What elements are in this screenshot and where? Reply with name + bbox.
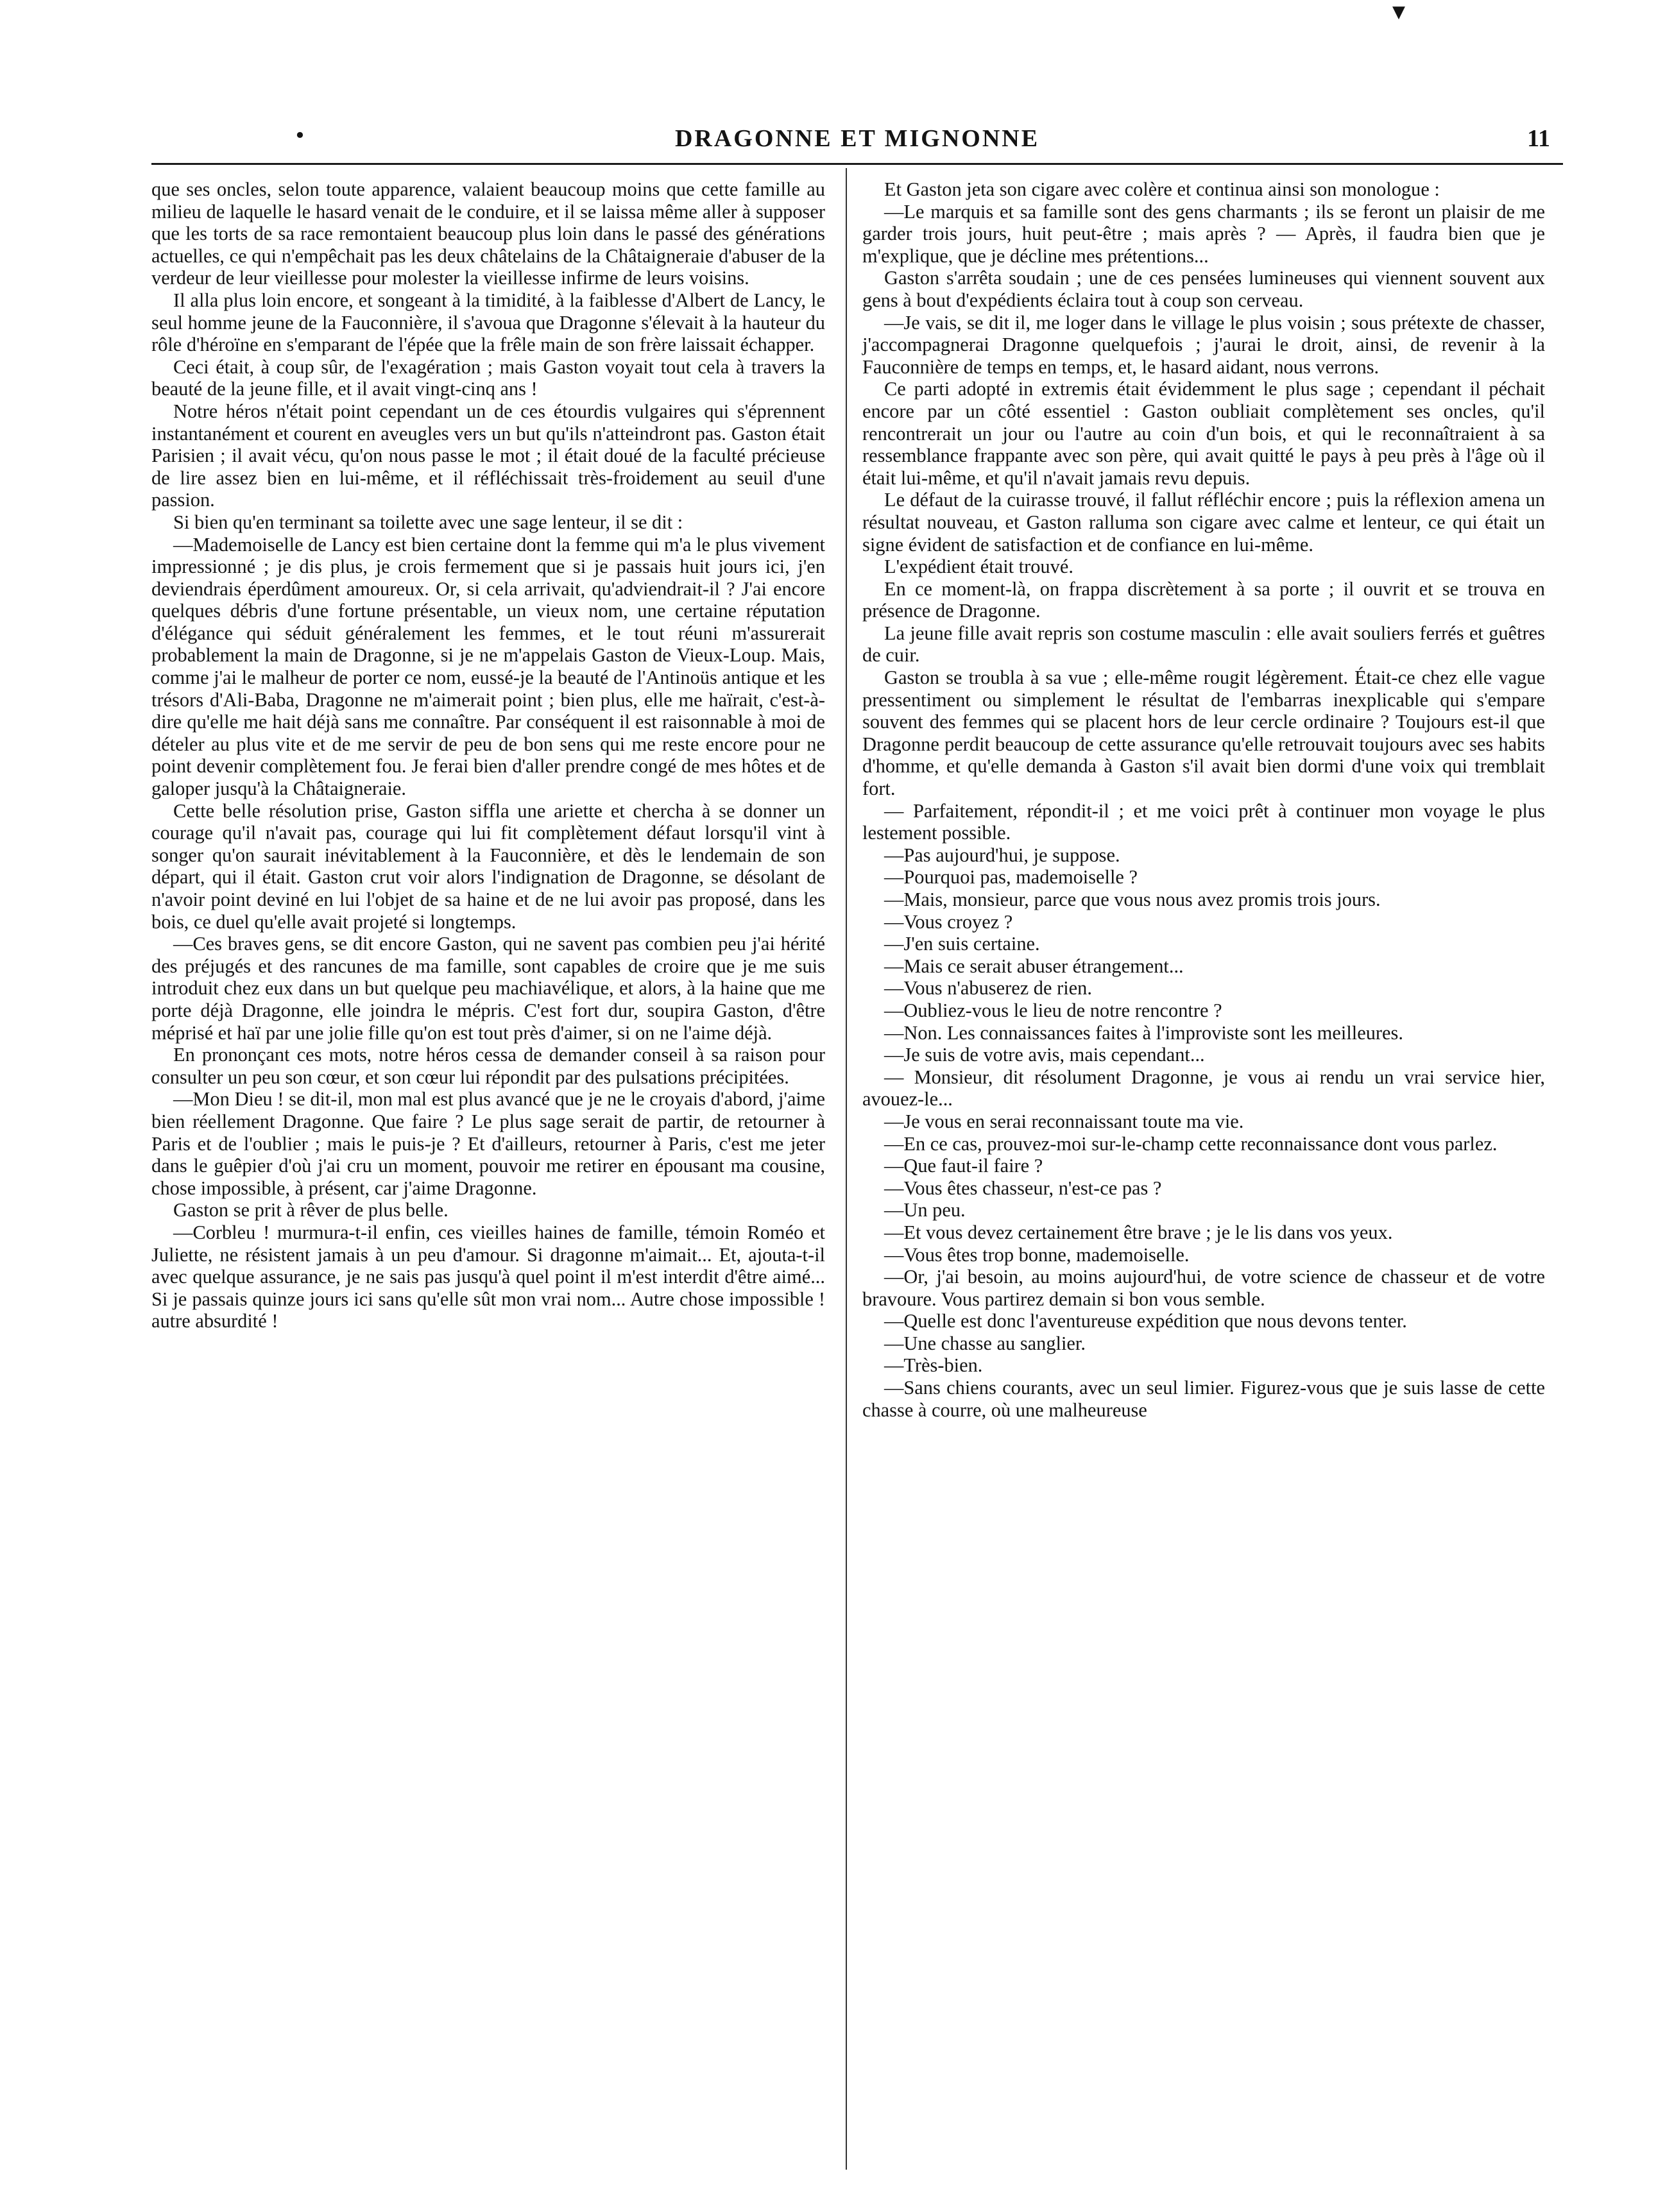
right-paragraph: La jeune fille avait repris son costume masculin : elle avait souliers ferrés et guêtres de cuir. [862,622,1545,667]
right-paragraph: —Et vous devez certainement être brave ; je le lis dans vos yeux. [884,1221,1393,1243]
right-paragraph: —Quelle est donc l'aventureuse expédition que nous devons tenter. [884,1310,1407,1332]
left-paragraph: En prononçant ces mots, notre héros cessa de demander conseil à sa raison pour consulter un peu son cœur, et son cœur lui répondit par des pulsations précipitées. [151,1044,825,1088]
left-paragraph: Notre héros n'était point cependant un de ces étourdis vulgaires qui s'éprennent instantanément et courent en aveugles vers un but qu'ils n'atteindront pas. Gaston était Parisien ; il avait vécu, qu'on nous passe le mot ; il était doué de la faculté précieuse de lire assez bien en lui-même, et il réfléchissait très-froidement au seuil d'une passion. [151,400,825,511]
header-title: DRAGONNE ET MIGNONNE [674,125,1040,152]
left-paragraph: —Ces braves gens, se dit encore Gaston, qui ne savent pas combien peu j'ai hérité des préjugés et des rancunes de ma famille, sont capables de croire que je me suis introduit chez eux dans un but quelque peu machiavélique, et alors, à la haine que me porte déjà Dragonne, elle joindra le mépris. C'est fort dur, soupira Gaston, d'être méprisé et haï par une jolie fille qu'on est tout près d'aimer, si on ne l'aime déjà. [151,933,825,1044]
right-paragraph: —Oubliez-vous le lieu de notre rencontre ? [884,999,1222,1021]
column-divider [846,168,847,2170]
top-edge-mark: ▼ [1392,3,1405,22]
right-paragraph: —J'en suis certaine. [884,933,1040,955]
right-paragraph: Et Gaston jeta son cigare avec colère et continua ainsi son monologue : [884,178,1440,200]
left-column [151,178,825,1332]
right-paragraph: —Vous êtes chasseur, n'est-ce pas ? [884,1177,1162,1199]
right-paragraph: —Que faut-il faire ? [884,1155,1043,1177]
page-number: 11 [1527,125,1550,152]
right-paragraph: —Pourquoi pas, mademoiselle ? [884,866,1138,889]
left-paragraph: Gaston se prit à rêver de plus belle. [173,1199,448,1221]
right-paragraph: —Sans chiens courants, avec un seul limier. Figurez-vous que je suis lasse de cette chasse à courre, où une malheureuse [862,1377,1545,1421]
left-paragraph: —Corbleu ! murmura-t-il enfin, ces vieilles haines de famille, témoin Roméo et Juliette, ne résistent jamais à un peu d'amour. Si dragonne m'aimait... Et, ajouta-t-il avec quelque assurance, je ne sais pas jusqu'à quel point il m'est interdit d'être aimé... Si je passais quinze jours ici sans qu'elle sût mon vrai nom... Autre chose impossible ! autre absurdité ! [151,1221,825,1332]
right-paragraph: —Un peu. [884,1199,966,1221]
right-paragraph: En ce moment-là, on frappa discrètement à sa porte ; il ouvrit et se trouva en présence de Dragonne. [862,577,1545,622]
right-paragraph: —Très-bien. [884,1354,983,1377]
right-paragraph: —Mais, monsieur, parce que vous nous avez promis trois jours. [884,889,1381,910]
right-paragraph: L'expédient était trouvé. [884,556,1073,578]
left-paragraph: Il alla plus loin encore, et songeant à la timidité, à la faiblesse d'Albert de Lancy, le seul homme jeune de la Fauconnière, il s'avoua que Dragonne s'élevait à la hauteur du rôle d'héroïne en s'emparant de l'épée que la frêle main de son frère laissait échapper. [151,289,825,356]
running-header [151,122,1563,160]
right-paragraph: —Je vais, se dit il, me loger dans le village le plus voisin ; sous prétexte de chasser, j'accompagnerai Dragonne quelquefois ; j'aurai le droit, ainsi, de revenir à la Fauconnière de temps en temps, et, le hasard aidant, nous verrons. [862,311,1545,378]
right-paragraph: —Une chasse au sanglier. [884,1332,1086,1354]
right-paragraph: —Vous êtes trop bonne, mademoiselle. [884,1243,1190,1266]
header-rule [151,163,1563,165]
right-paragraph: —Vous croyez ? [884,910,1013,933]
right-paragraph: —Or, j'ai besoin, au moins aujourd'hui, de votre science de chasseur et de votre bravoure. Vous partirez demain si bon vous semble. [862,1266,1545,1310]
right-paragraph: —Je vous en serai reconnaissant toute ma vie. [884,1110,1244,1132]
left-paragraph: Cette belle résolution prise, Gaston siffla une ariette et chercha à se donner un courage qu'il n'avait pas, courage qui lui fit complètement défaut lorsqu'il vint à songer qu'on saurait inévitablement à la Fauconnière, et dès le lendemain de son départ, qui il était. Gaston crut voir alors l'indignation de Dragonne, se désolant de n'avoir point deviné en lui l'objet de sa haine et de ne lui avoir pas proposé, dans les bois, ce duel qu'elle avait projeté si longtemps. [151,799,825,933]
left-paragraph: —Mademoiselle de Lancy est bien certaine dont la femme qui m'a le plus vivement impressionné ; je dis plus, je crois fermement que si je passais huit jours ici, j'en deviendrais éperdûment amoureux. Or, si cela arrivait, qu'adviendrait-il ? J'ai encore quelques débris d'une fortune présentable, un vieux nom, une certaine réputation d'élégance qui séduit généralement les femmes, et le tout réuni m'assurerait probablement la main de Dragonne, si je ne m'appelais Gaston de Vieux-Loup. Mais, comme j'ai le malheur de porter ce nom, eussé-je la beauté de l'Antinoüs antique et les trésors d'Ali-Baba, Dragonne ne m'aimerait point ; bien plus, elle me haïrait, c'est-à-dire qu'elle me hait déjà sans me connaître. Par conséquent il est raisonnable à moi de dételer au plus vite et de me servir de peu de bon sens qui me reste encore pour ne point devenir complètement fou. Je ferai bien d'aller prendre congé de mes hôtes et de galoper jusqu'à la Châtaigneraie. [151,533,825,800]
right-column [862,178,1545,1421]
right-paragraph: Gaston se troubla à sa vue ; elle-même rougit légèrement. Était-ce chez elle vague pressentiment ou simplement le résultat de l'embarras inexplicable qui s'empare souvent des femmes qui se placent hors de leur cercle ordinaire ? Toujours est-il que Dragonne perdit beaucoup de cette assurance qu'elle retrouvait toujours avec ses habits d'homme, et qu'elle demanda à Gaston s'il avait bien dormi d'une voix qui tremblait fort. [862,667,1545,800]
right-paragraph: —Mais ce serait abuser étrangement... [884,955,1184,977]
right-paragraph: —Le marquis et sa famille sont des gens charmants ; ils se feront un plaisir de me garder trois jours, huit peut-être ; mais après ? — Après, il faudra bien que je m'explique, que je décline mes prétentions... [862,200,1545,267]
right-paragraph: — Parfaitement, répondit-il ; et me voici prêt à continuer mon voyage le plus lestement possible. [862,799,1545,844]
left-paragraph: que ses oncles, selon toute apparence, valaient beaucoup moins que cette famille au milieu de laquelle le hasard venait de le conduire, et il se laissa même aller à supposer que les torts de sa race remontaient beaucoup plus loin dans le passé des générations actuelles, ce qui n'empêchait pas les deux châtelains de la Châtaigneraie d'abuser de la verdeur de leur vieillesse pour molester la vieillesse infirme de leurs voisins. [151,178,825,289]
right-paragraph: —Pas aujourd'hui, je suppose. [884,844,1120,866]
right-paragraph: Le défaut de la cuirasse trouvé, il fallut réfléchir encore ; puis la réflexion amena un résultat nouveau, et Gaston ralluma son cigare avec calme et lenteur, ce qui était un signe évident de satisfaction et de confiance en lui-même. [862,489,1545,556]
left-paragraph: Ceci était, à coup sûr, de l'exagération ; mais Gaston voyait tout cela à travers la beauté de la jeune fille, et il avait vingt-cinq ans ! [151,355,825,400]
left-paragraph: —Mon Dieu ! se dit-il, mon mal est plus avancé que je ne le croyais d'abord, j'aime bien réellement Dragonne. Que faire ? Le plus sage serait de partir, de retourner à Paris et de l'oublier ; mais le puis-je ? Et d'ailleurs, retourner à Paris, c'est me jeter dans le guêpier d'où j'ai cru un moment, pouvoir me retirer en épousant ma cousine, chose impossible, à présent, car j'aime Dragonne. [151,1088,825,1199]
right-paragraph: —Vous n'abuserez de rien. [884,977,1092,1000]
right-paragraph: Gaston s'arrêta soudain ; une de ces pensées lumineuses qui viennent souvent aux gens à bout d'expédients éclaira tout à coup son cerveau. [862,267,1545,311]
left-paragraph: Si bien qu'en terminant sa toilette avec une sage lenteur, il se dit : [173,511,683,533]
header-marker: • [294,123,306,148]
right-paragraph: —Non. Les connaissances faites à l'improviste sont les meilleures. [884,1021,1403,1044]
right-paragraph: —Je suis de votre avis, mais cependant... [884,1044,1205,1066]
right-paragraph: —En ce cas, prouvez-moi sur-le-champ cette reconnaissance dont vous parlez. [884,1132,1498,1155]
right-paragraph: Ce parti adopté in extremis était évidemment le plus sage ; cependant il péchait encore par un côté essentiel : Gaston oubliait complètement ses oncles, qu'il rencontrerait un jour ou l'autre au coin d'un bois, et qui le reconnaîtraient à sa ressemblance frappante avec son père, qui avait quitté le pays à peu près à l'âge où il était lui-même, et qu'il n'avait jamais revu depuis. [862,378,1545,489]
right-paragraph: — Monsieur, dit résolument Dragonne, je vous ai rendu un vrai service hier, avouez-le... [862,1066,1545,1110]
